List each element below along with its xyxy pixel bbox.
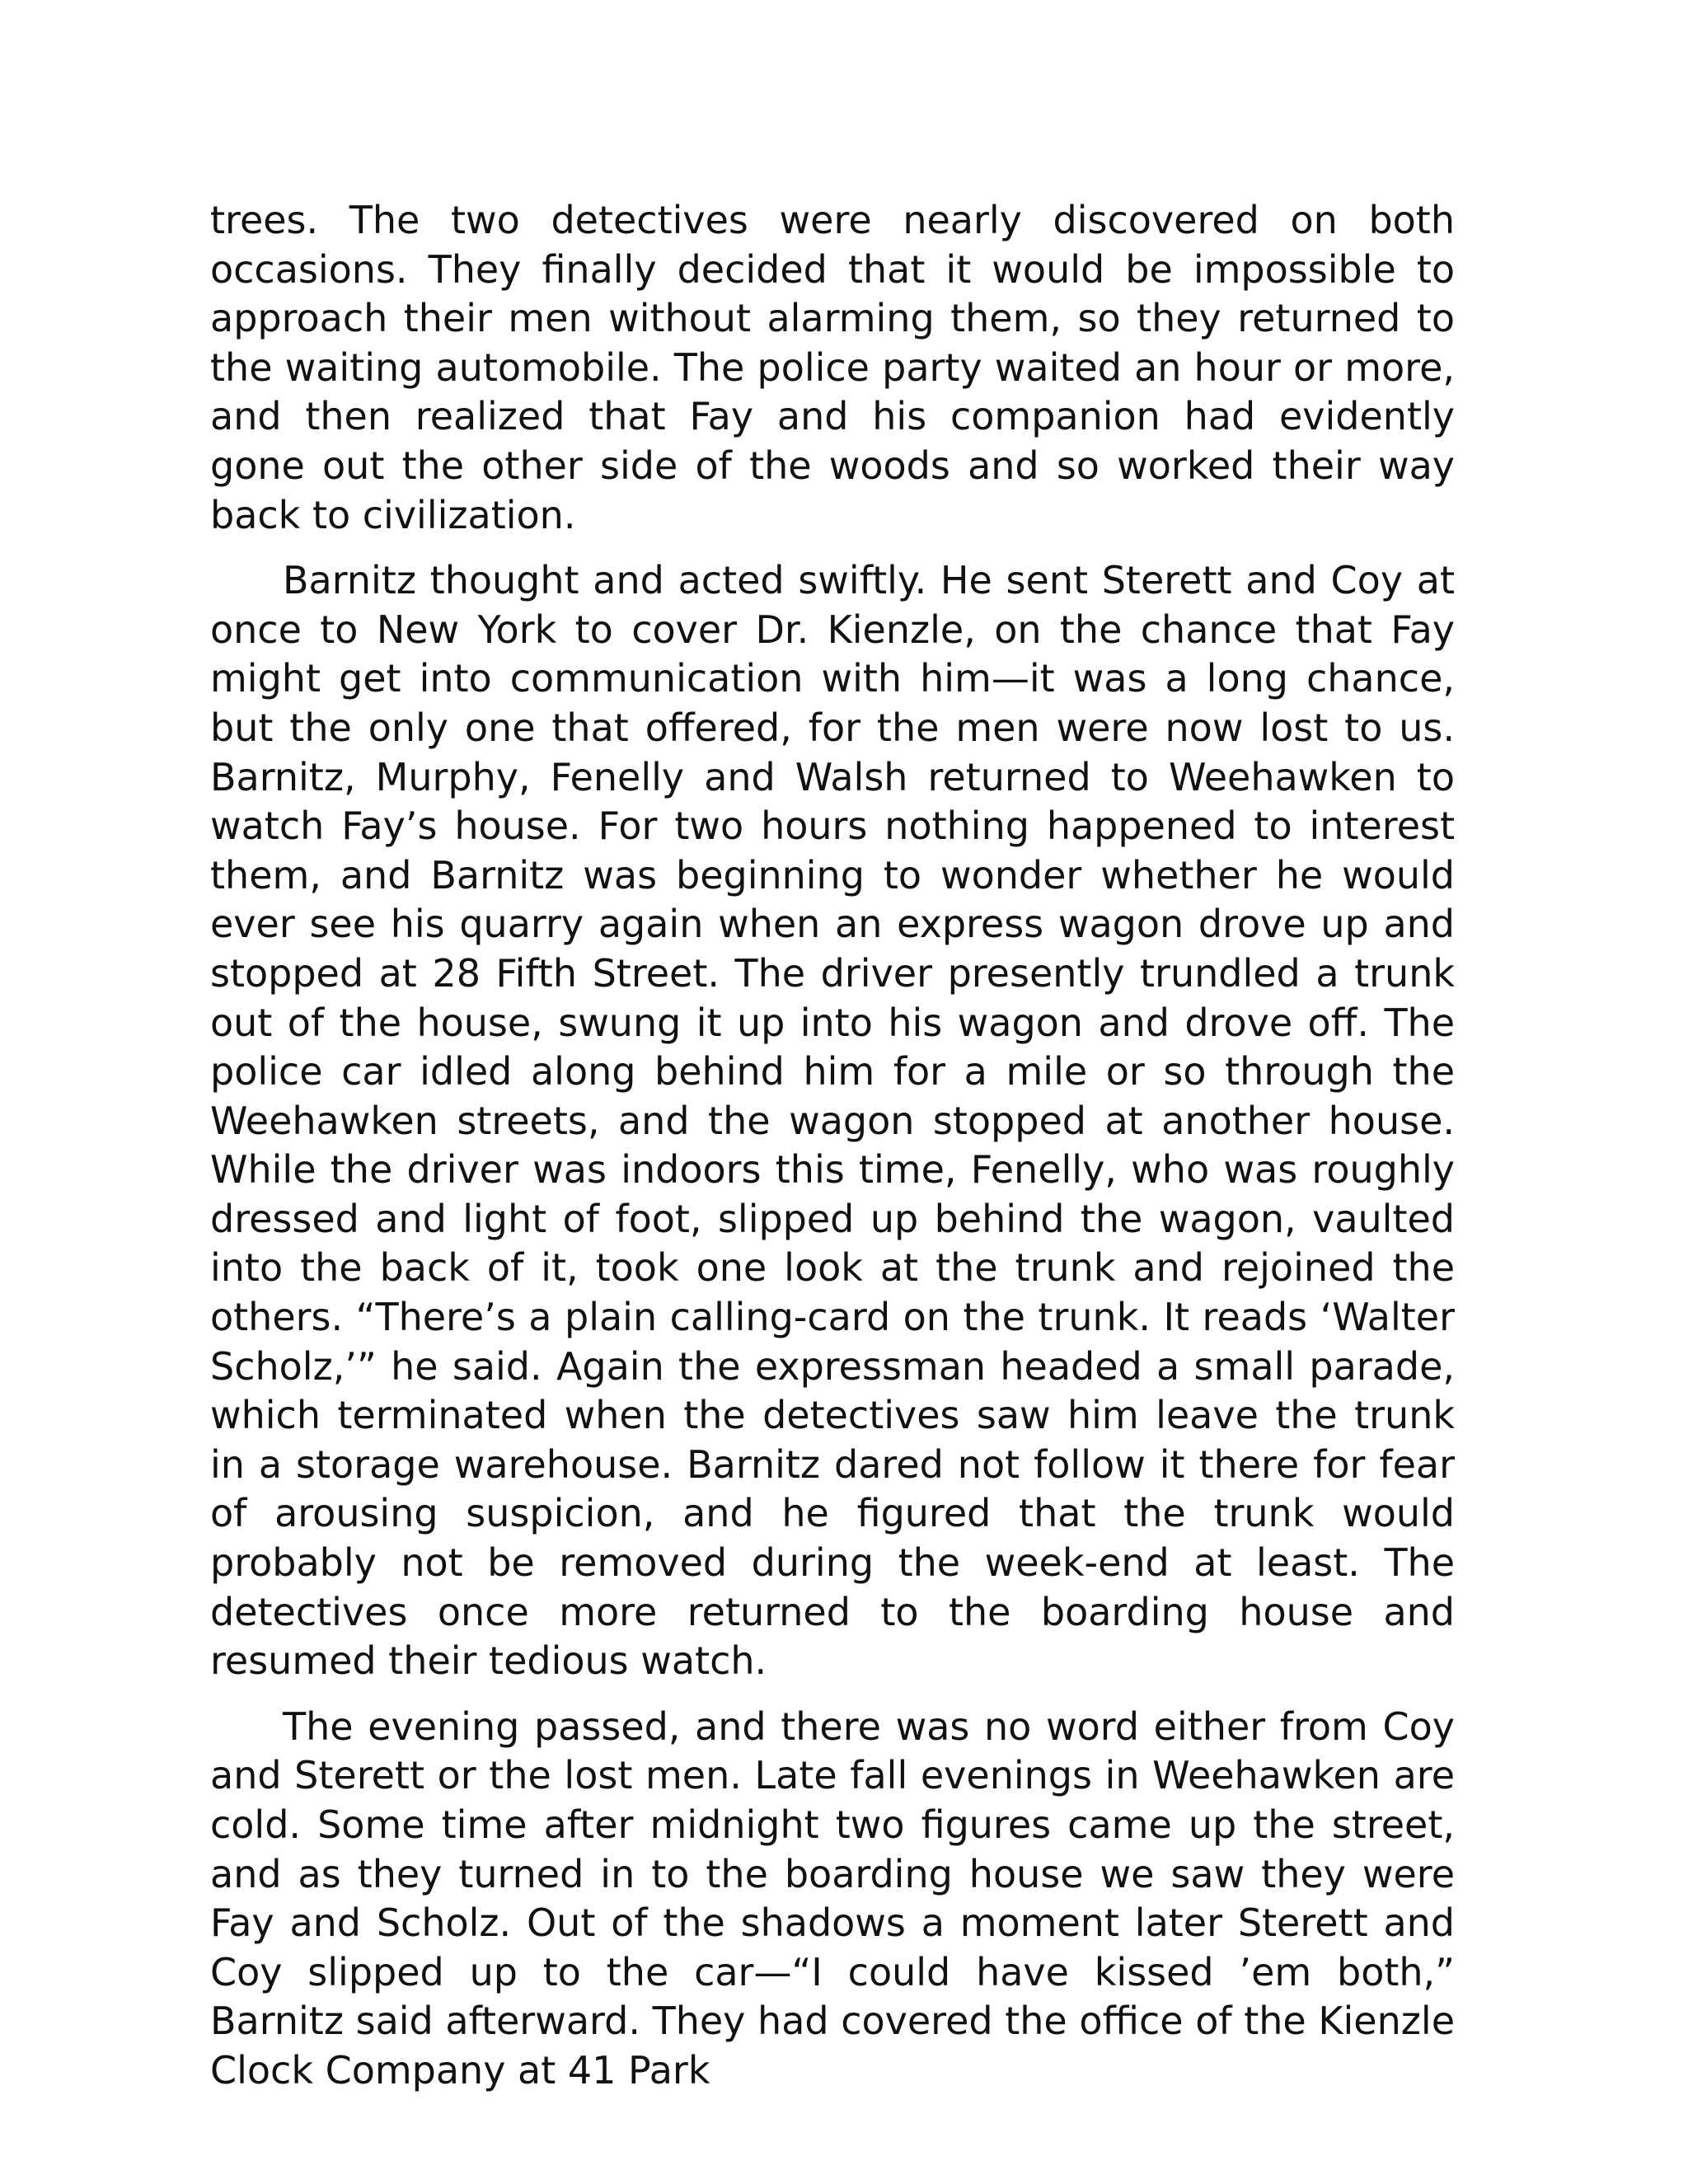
paragraph-1: trees. The two detectives were nearly discovered on both occasions. They finally decided that it would be impossible to approach their men without alarming them, so they returned to the waiting automobile. The police party waited an hour or more, and then realized that Fay and his companion had evidently gone out the other side of the woods and so worked their way back to civilization. [210, 198, 1455, 537]
paragraph-2: Barnitz thought and acted swiftly. He sent Sterett and Coy at once to New York to cover Dr. Kienzle, on the chance that Fay might get into communication with him—it was a long chance, but the only one that offered, for the men were now lost to us. Barnitz, Murphy, Fenelly and Walsh returned to Weehawken to watch Fay’s house. For two hours nothing happened to interest them, and Barnitz was beginning to wonder whether he would ever see his quarry again when an express wagon drove up and stopped at 28 Fifth Street. The driver presently trundled a trunk out of the house, swung it up into his wagon and drove off. The police car idled along behind him for a mile or so through the Weehawken streets, and the wagon stopped at another house. While the driver was indoors this time, Fenelly, who was roughly dressed and light of foot, slipped up behind the wagon, vaulted into the back of it, took one look at the trunk and rejoined the others. “There’s a plain calling-card on the trunk. It reads ‘Walter Scholz,’” he said. Again the expressman headed a small parade, which terminated when the detectives saw him leave the trunk in a storage warehouse. Barnitz dared not follow it there for fear of arousing suspicion, and he figured that the trunk would probably not be removed during the week-end at least. The detectives once more returned to the boarding house and resumed their tedious watch. [210, 558, 1455, 1684]
paragraph-3: The evening passed, and there was no word either from Coy and Sterett or the lost men. Late fall evenings in Weehawken are cold. Some time after midnight two figures came up the street, and as they turned in to the boarding house we saw they were Fay and Scholz. Out of the shadows a moment later Sterett and Coy slipped up to the car—“I could have kissed ’em both,” Barnitz said afterward. They had covered the office of the Kienzle Clock Company at 41 Park [210, 1704, 1455, 2093]
page-body [210, 196, 1455, 2112]
